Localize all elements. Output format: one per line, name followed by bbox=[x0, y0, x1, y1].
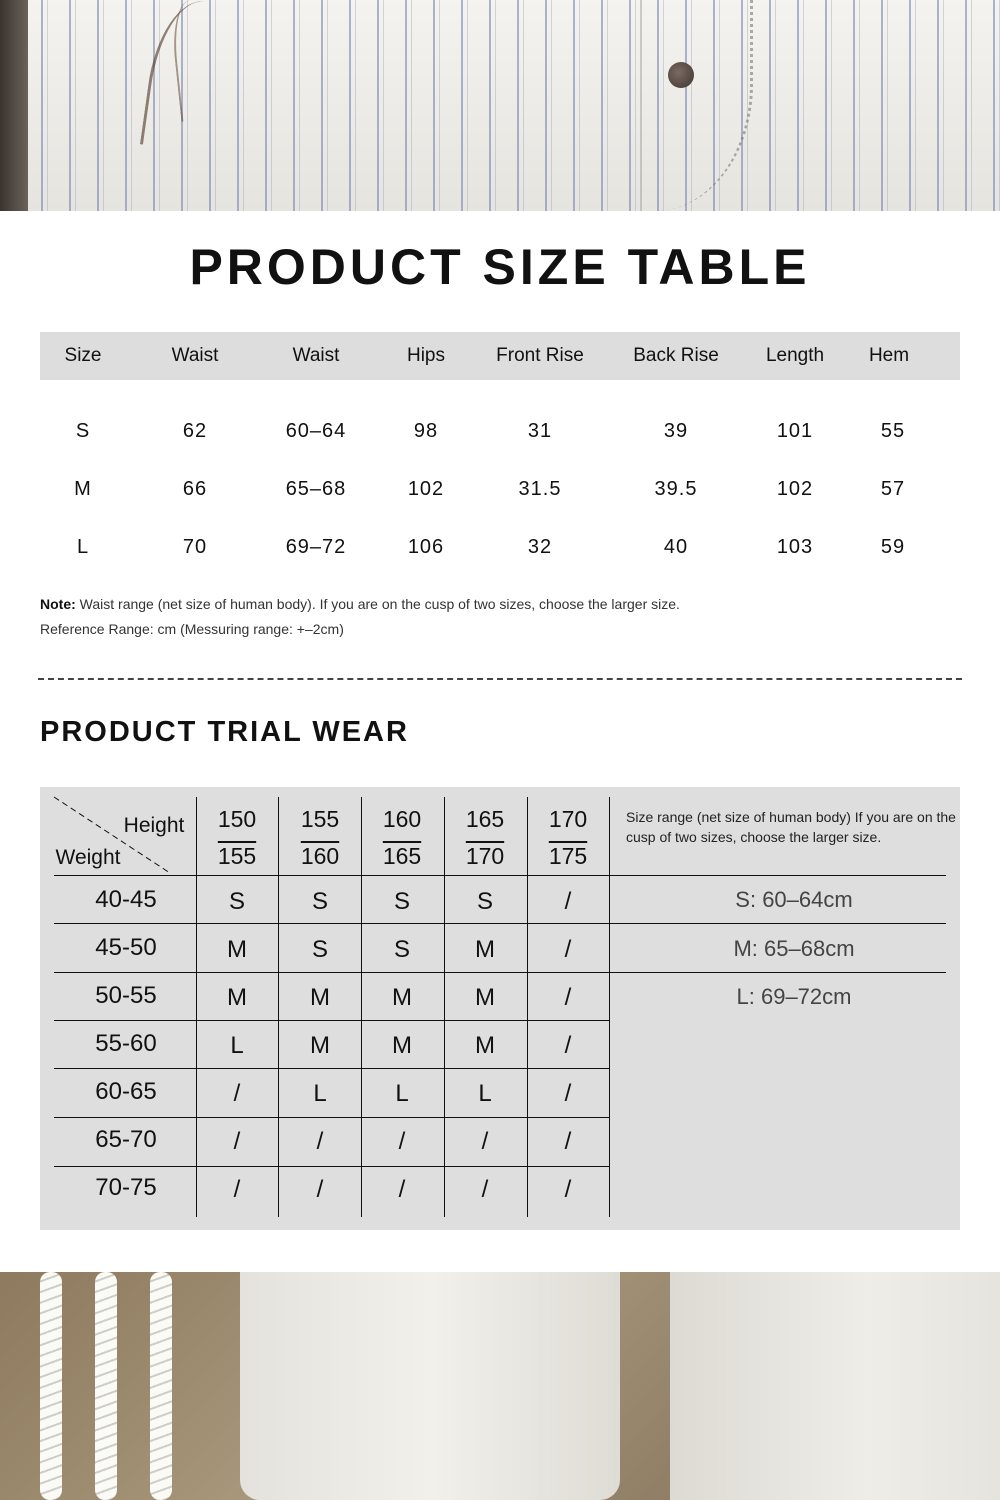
weight-range-label: 70-75 bbox=[95, 1174, 157, 1201]
note-text: Waist range (net size of human body). If you are on the cusp of two sizes, choose the larger size. bbox=[75, 596, 680, 612]
grid-line bbox=[54, 1166, 610, 1167]
grid-line bbox=[54, 1117, 610, 1118]
recommended-size: / bbox=[481, 1128, 489, 1155]
trouser-leg bbox=[240, 1272, 620, 1500]
length-cell: 102 bbox=[776, 478, 814, 500]
recommended-size: M bbox=[392, 1032, 412, 1059]
recommended-size: S bbox=[228, 888, 246, 915]
length-cell: 101 bbox=[776, 420, 814, 442]
grid-line bbox=[278, 797, 279, 1217]
grid-line bbox=[54, 972, 946, 973]
recommended-size: / bbox=[564, 984, 572, 1011]
recommended-size: / bbox=[233, 1080, 241, 1107]
recommended-size: / bbox=[564, 936, 572, 963]
weight-axis-label: Weight bbox=[55, 846, 121, 869]
waist-range-cell: 65–68 bbox=[285, 478, 347, 500]
waist-cell: 62 bbox=[182, 420, 208, 442]
size-cell: M bbox=[74, 478, 92, 500]
height-axis-label: Height bbox=[123, 814, 185, 837]
size-range-note: Size range (net size of human body) If you are on the cusp of two sizes, choose the larger size. bbox=[626, 809, 956, 845]
waist-cell: 66 bbox=[182, 478, 208, 500]
recommended-size: M bbox=[310, 1032, 330, 1059]
recommended-size: / bbox=[564, 888, 572, 915]
waist-cell: 70 bbox=[182, 536, 208, 558]
height-range-header bbox=[383, 801, 421, 875]
height-range-header bbox=[301, 801, 339, 875]
hem-cell: 55 bbox=[880, 420, 906, 442]
trial-wear-table bbox=[40, 787, 960, 1230]
weight-range-label: 50-55 bbox=[95, 982, 157, 1009]
product-photo-bottom bbox=[0, 1272, 1000, 1500]
page-title: PRODUCT SIZE TABLE bbox=[189, 239, 811, 295]
recommended-size: / bbox=[564, 1032, 572, 1059]
header-waist-range: Waist bbox=[292, 345, 340, 366]
recommended-size: S bbox=[393, 888, 411, 915]
recommended-size: S bbox=[311, 888, 329, 915]
header-front-rise: Front Rise bbox=[496, 345, 584, 366]
back-rise-cell: 40 bbox=[663, 536, 689, 558]
height-range-header bbox=[466, 801, 504, 875]
grid-line bbox=[54, 875, 946, 876]
grid-line bbox=[361, 797, 362, 1217]
grid-line bbox=[609, 797, 610, 1217]
height-range-bottom: 160 bbox=[300, 843, 340, 869]
grid-line bbox=[54, 1020, 610, 1021]
recommended-size: / bbox=[481, 1176, 489, 1203]
product-photo-top bbox=[0, 0, 1000, 211]
trouser-leg bbox=[670, 1272, 1000, 1500]
size-range-m: M: 65–68cm bbox=[733, 936, 855, 961]
hips-cell: 102 bbox=[407, 478, 445, 500]
photo-shadow bbox=[0, 0, 28, 211]
height-range-top: 150 bbox=[217, 806, 257, 832]
header-hips: Hips bbox=[406, 345, 446, 366]
waist-range-cell: 69–72 bbox=[285, 536, 347, 558]
grid-line bbox=[54, 923, 946, 924]
recommended-size: M bbox=[310, 984, 330, 1011]
height-range-bottom: 175 bbox=[548, 843, 588, 869]
height-range-bottom: 155 bbox=[217, 843, 257, 869]
recommended-size: / bbox=[316, 1128, 324, 1155]
bag-rope bbox=[95, 1272, 117, 1500]
weight-range-label: 45-50 bbox=[95, 934, 157, 961]
grid-line bbox=[196, 797, 197, 1217]
recommended-size: / bbox=[564, 1176, 572, 1203]
header-back-rise: Back Rise bbox=[633, 345, 719, 366]
recommended-size: L bbox=[230, 1032, 244, 1059]
grid-line bbox=[527, 797, 528, 1217]
recommended-size: / bbox=[398, 1176, 406, 1203]
weight-range-label: 65-70 bbox=[95, 1126, 157, 1153]
bag-rope bbox=[150, 1272, 172, 1500]
height-range-top: 160 bbox=[382, 806, 422, 832]
weight-range-label: 60-65 bbox=[95, 1078, 157, 1105]
height-range-bottom: 165 bbox=[382, 843, 422, 869]
length-cell: 103 bbox=[776, 536, 814, 558]
recommended-size: L bbox=[395, 1080, 409, 1107]
height-range-top: 170 bbox=[548, 806, 588, 832]
hem-cell: 59 bbox=[880, 536, 906, 558]
back-rise-cell: 39.5 bbox=[654, 478, 698, 500]
note-label: Note: bbox=[40, 596, 76, 612]
shirt-button bbox=[668, 62, 694, 88]
section-divider bbox=[38, 678, 962, 680]
hips-cell: 98 bbox=[413, 420, 439, 442]
weight-range-label: 40-45 bbox=[95, 886, 157, 913]
trial-wear-title: PRODUCT TRIAL WEAR bbox=[40, 716, 409, 748]
header-length: Length bbox=[765, 345, 825, 366]
grid-line bbox=[444, 797, 445, 1217]
recommended-size: / bbox=[398, 1128, 406, 1155]
recommended-size: M bbox=[475, 984, 495, 1011]
necklace-chain bbox=[590, 0, 753, 211]
recommended-size: / bbox=[316, 1176, 324, 1203]
recommended-size: / bbox=[564, 1080, 572, 1107]
waist-range-cell: 60–64 bbox=[285, 420, 347, 442]
recommended-size: M bbox=[227, 936, 247, 963]
size-note bbox=[40, 596, 680, 612]
reference-range-note: Reference Range: cm (Messuring range: +–2cm) bbox=[40, 621, 344, 637]
height-range-top: 165 bbox=[465, 806, 505, 832]
hem-cell: 57 bbox=[880, 478, 906, 500]
size-range-l: L: 69–72cm bbox=[736, 984, 852, 1009]
height-range-top: 155 bbox=[300, 806, 340, 832]
recommended-size: L bbox=[313, 1080, 327, 1107]
header-waist: Waist bbox=[171, 345, 219, 366]
front-rise-cell: 31 bbox=[527, 420, 553, 442]
bag-rope bbox=[40, 1272, 62, 1500]
back-rise-cell: 39 bbox=[663, 420, 689, 442]
recommended-size: M bbox=[227, 984, 247, 1011]
recommended-size: / bbox=[233, 1128, 241, 1155]
recommended-size: M bbox=[475, 1032, 495, 1059]
recommended-size: / bbox=[564, 1128, 572, 1155]
front-rise-cell: 31.5 bbox=[518, 478, 562, 500]
recommended-size: L bbox=[478, 1080, 492, 1107]
size-cell: S bbox=[75, 420, 91, 442]
hips-cell: 106 bbox=[407, 536, 445, 558]
header-size: Size bbox=[64, 345, 102, 366]
recommended-size: M bbox=[392, 984, 412, 1011]
size-table-header bbox=[40, 332, 960, 380]
grid-line bbox=[54, 1068, 610, 1069]
weight-range-label: 55-60 bbox=[95, 1030, 157, 1057]
height-range-header bbox=[218, 801, 256, 875]
recommended-size: M bbox=[475, 936, 495, 963]
size-range-s: S: 60–64cm bbox=[735, 887, 853, 912]
front-rise-cell: 32 bbox=[527, 536, 553, 558]
height-range-bottom: 170 bbox=[465, 843, 505, 869]
size-cell: L bbox=[76, 536, 90, 558]
header-hem: Hem bbox=[868, 345, 910, 366]
recommended-size: S bbox=[311, 936, 329, 963]
recommended-size: S bbox=[393, 936, 411, 963]
height-range-header bbox=[549, 801, 587, 875]
recommended-size: / bbox=[233, 1176, 241, 1203]
recommended-size: S bbox=[476, 888, 494, 915]
